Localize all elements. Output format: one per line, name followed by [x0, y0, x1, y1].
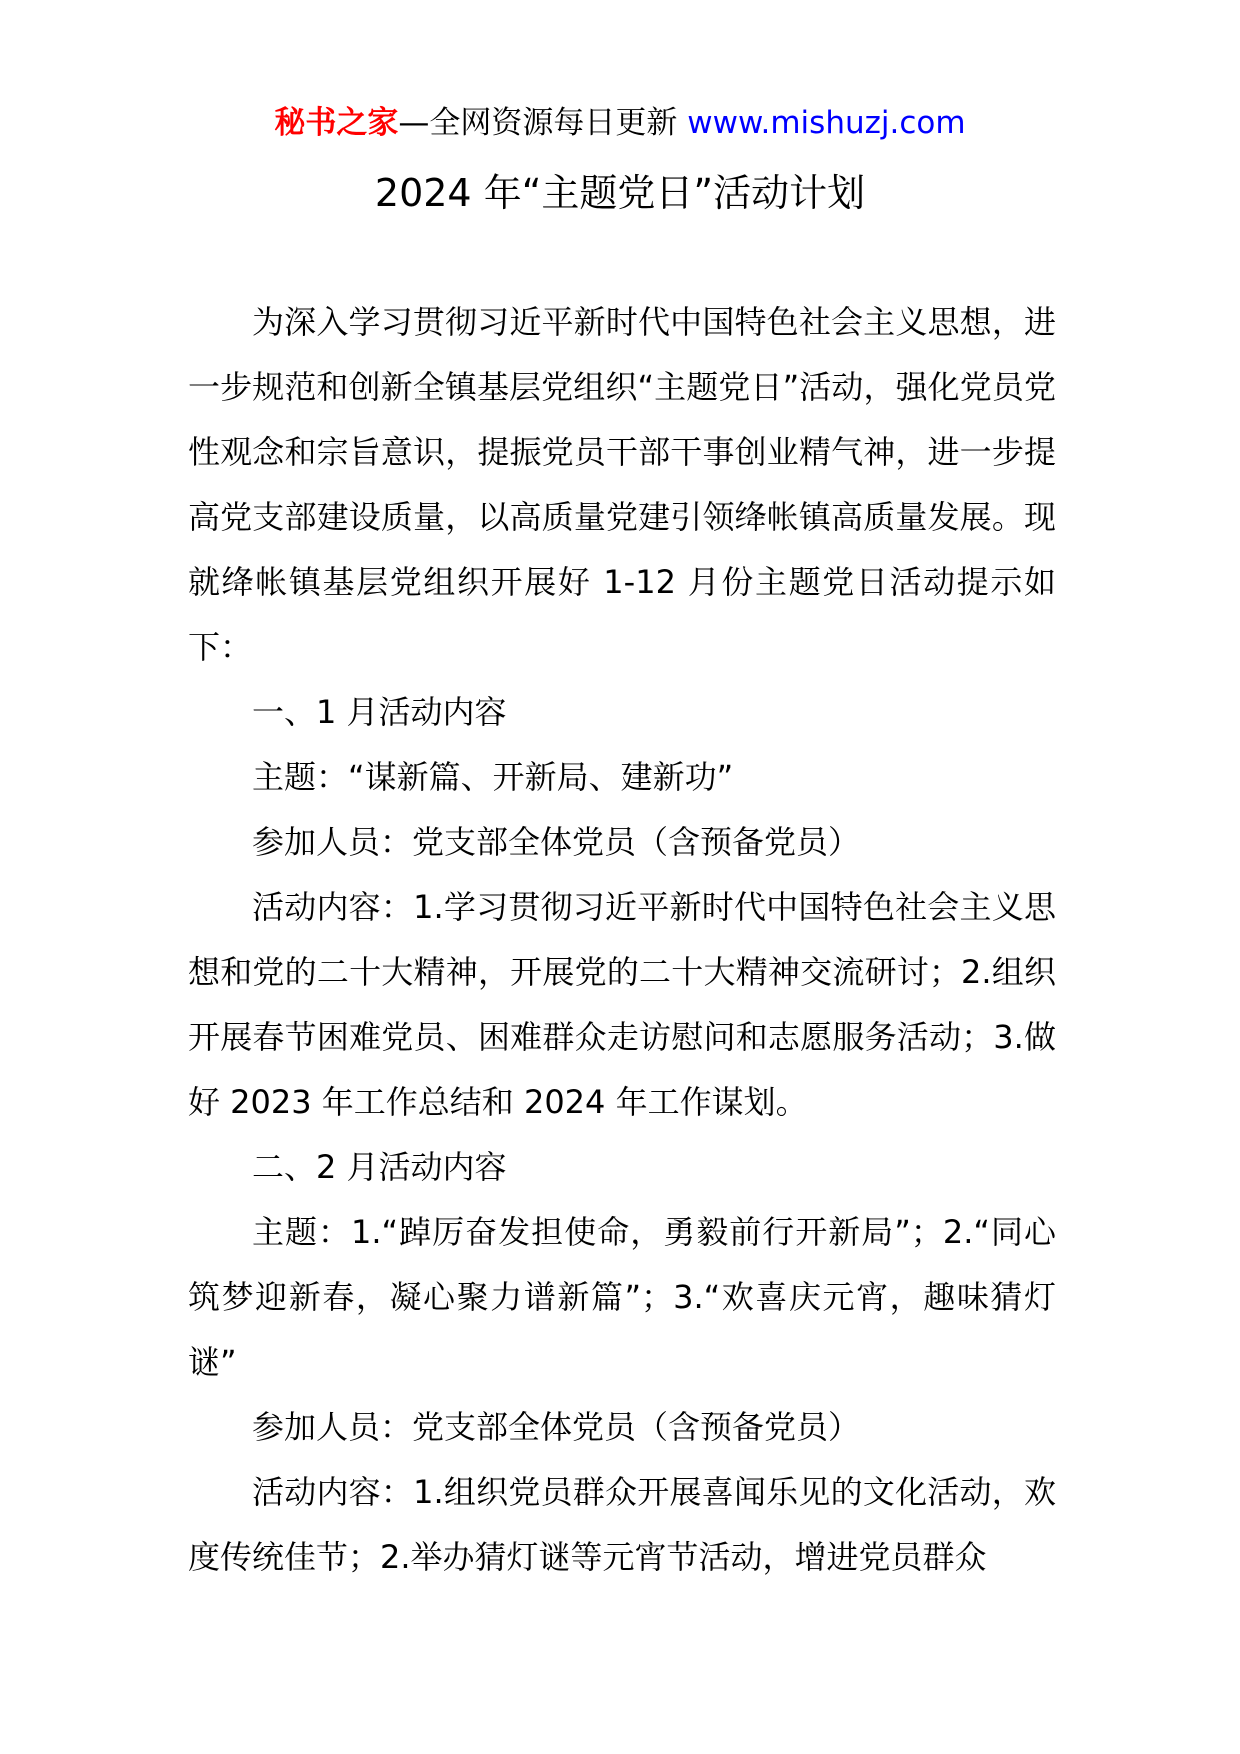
site-url[interactable]: www.mishuzj.com [687, 105, 966, 141]
site-tagline: —全网资源每日更新 [398, 105, 688, 141]
february-theme: 主题：1.“踔厉奋发担使命，勇毅前行开新局”；2.“同心筑梦迎新春，凝心聚力谱新篇”；3.“欢喜庆元宵，趣味猜灯谜” [188, 1213, 1056, 1381]
section-heading-january: 一、1 月活动内容 [252, 693, 507, 731]
site-brand: 秘书之家 [274, 105, 399, 141]
site-header [0, 103, 1240, 143]
intro-paragraph: 为深入学习贯彻习近平新时代中国特色社会主义思想，进一步规范和创新全镇基层党组织“主题党日”活动，强化党员党性观念和宗旨意识，提振党员干部干事创业精气神，进一步提高党支部建设质量，以高质量党建引领绛帐镇高质量发展。现就绛帐镇基层党组织开展好 1-12 月份主题党日活动提示如下： [188, 303, 1056, 666]
january-activities: 活动内容：1.学习贯彻习近平新时代中国特色社会主义思想和党的二十大精神，开展党的二十大精神交流研讨；2.组织开展春节困难党员、困难群众走访慰问和志愿服务活动；3.做好 2023 年工作总结和 2024 年工作谋划。 [188, 888, 1056, 1121]
document-body [188, 290, 1056, 1590]
january-participants: 参加人员：党支部全体党员（含预备党员） [252, 823, 861, 861]
document-title: 2024 年“主题党日”活动计划 [374, 171, 866, 215]
january-theme: 主题：“谋新篇、开新局、建新功” [252, 758, 734, 796]
february-activities: 活动内容：1.组织党员群众开展喜闻乐见的文化活动，欢度传统佳节；2.举办猜灯谜等元宵节活动，增进党员群众 [188, 1473, 1056, 1576]
february-participants: 参加人员：党支部全体党员（含预备党员） [252, 1408, 861, 1446]
section-heading-february: 二、2 月活动内容 [252, 1148, 507, 1186]
